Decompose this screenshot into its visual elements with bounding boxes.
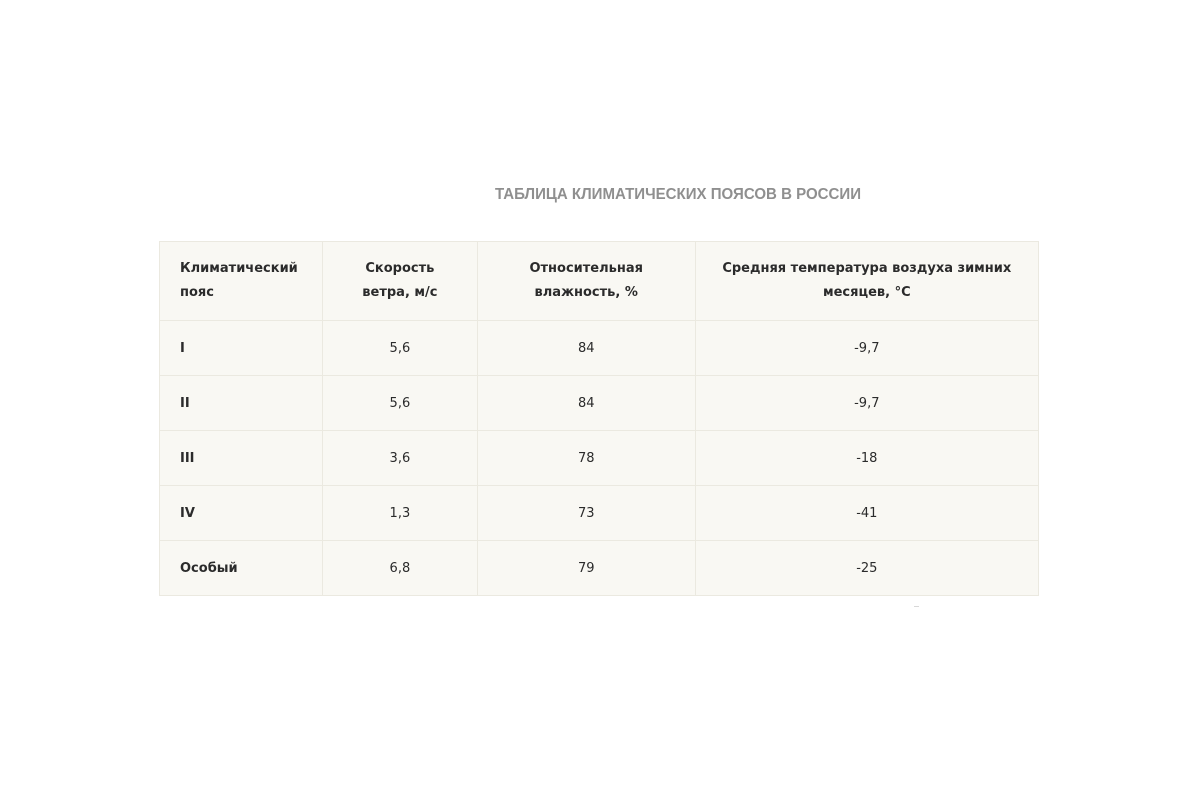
cell-zone: II	[160, 376, 323, 431]
header-climate-zone: Климатический пояс	[160, 242, 323, 321]
cell-winter-temperature: -9,7	[695, 376, 1038, 431]
table-row	[160, 376, 1039, 431]
cell-zone: III	[160, 431, 323, 486]
cell-winter-temperature: -25	[695, 541, 1038, 596]
cell-winter-temperature: -41	[695, 486, 1038, 541]
cell-winter-temperature: -18	[695, 431, 1038, 486]
table-row	[160, 321, 1039, 376]
cell-zone: IV	[160, 486, 323, 541]
table-header-row	[160, 242, 1039, 321]
cell-humidity: 73	[477, 486, 695, 541]
cell-zone: Особый	[160, 541, 323, 596]
header-humidity: Относительная влажность, %	[477, 242, 695, 321]
cell-wind-speed: 6,8	[322, 541, 477, 596]
cell-humidity: 84	[477, 376, 695, 431]
divider-mark	[914, 606, 919, 607]
cell-wind-speed: 5,6	[322, 376, 477, 431]
header-wind-speed: Скорость ветра, м/с	[322, 242, 477, 321]
cell-wind-speed: 3,6	[322, 431, 477, 486]
table-title: ТАБЛИЦА КЛИМАТИЧЕСКИХ ПОЯСОВ В РОССИИ	[494, 186, 862, 203]
table-row	[160, 486, 1039, 541]
cell-humidity: 84	[477, 321, 695, 376]
cell-humidity: 79	[477, 541, 695, 596]
cell-wind-speed: 1,3	[322, 486, 477, 541]
header-winter-temperature: Средняя температура воздуха зимних месяцев, °C	[695, 242, 1038, 321]
cell-zone: I	[160, 321, 323, 376]
cell-wind-speed: 5,6	[322, 321, 477, 376]
cell-humidity: 78	[477, 431, 695, 486]
cell-winter-temperature: -9,7	[695, 321, 1038, 376]
table-row	[160, 431, 1039, 486]
climate-zones-table	[159, 241, 1039, 596]
table-row	[160, 541, 1039, 596]
